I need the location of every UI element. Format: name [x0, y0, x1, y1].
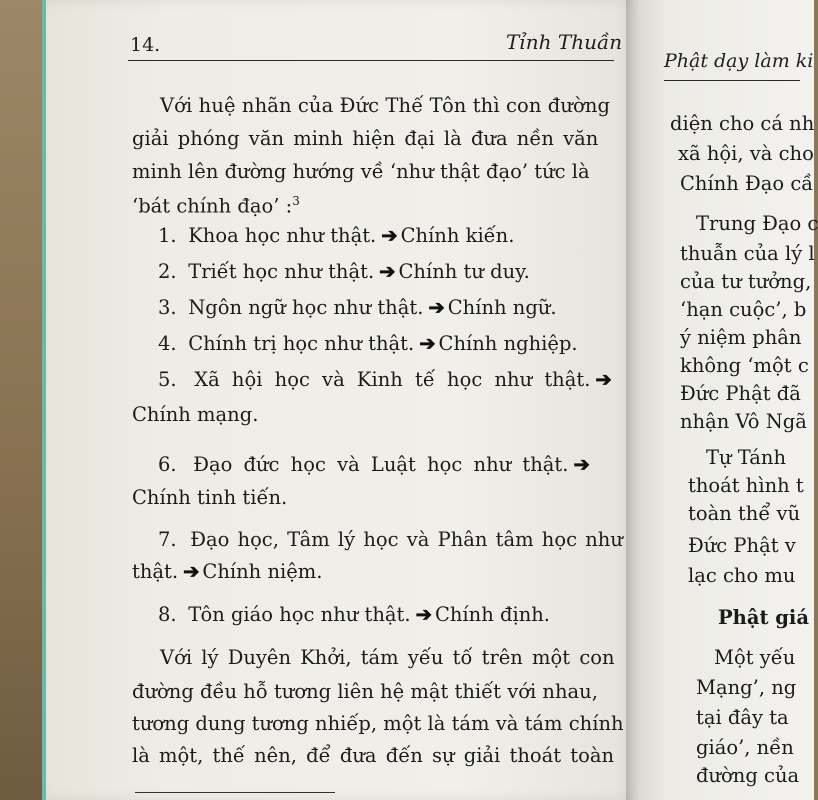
closing-line: Với lý Duyên Khởi, tám yếu tố trên một con: [160, 646, 615, 669]
right-line: thoát hình t: [688, 474, 804, 497]
intro-line: [132, 195, 300, 216]
item-text: Đạo học, Tâm lý học và Phân tâm học như: [190, 528, 623, 551]
list-item: [158, 370, 615, 390]
item-result: Chính mạng.: [132, 403, 259, 426]
list-item: [158, 455, 593, 475]
item-number: 5.: [158, 368, 177, 391]
item-number: 8.: [158, 603, 177, 626]
item-text: Chính trị học như thật.: [188, 332, 415, 355]
footnote-mark: 3: [292, 194, 300, 208]
item-number: 6.: [158, 453, 177, 476]
item-result: Chính niệm.: [202, 560, 323, 583]
item-text: Tôn giáo học như thật.: [188, 603, 411, 626]
right-line: ý niệm phân: [680, 326, 802, 349]
item-number: 7.: [158, 528, 177, 551]
right-running-title: Phật dạy làm ki: [664, 50, 814, 72]
item-text: Đạo đức học và Luật học như thật.: [193, 453, 569, 476]
arrow-icon: ➔: [381, 224, 398, 247]
header-rule: [128, 60, 614, 61]
right-line: Trung Đạo c: [696, 212, 818, 235]
right-line: toàn thể vũ: [688, 502, 801, 525]
arrow-icon: ➔: [183, 560, 200, 583]
list-item: [158, 334, 578, 354]
right-line: tại đây ta: [696, 706, 789, 729]
item-text: Ngôn ngữ học như thật.: [188, 296, 424, 319]
arrow-icon: ➔: [428, 296, 445, 319]
item-number: 4.: [158, 332, 177, 355]
item-number: 3.: [158, 296, 177, 319]
item-result: Chính tinh tiến.: [132, 486, 288, 509]
right-line: giáo’, nền: [696, 736, 794, 759]
arrow-icon: ➔: [573, 453, 590, 476]
item-result: Chính ngữ.: [447, 296, 557, 319]
right-line: của tư tưởng,: [680, 270, 812, 293]
intro-line-text: ‘bát chính đạo’ :: [132, 194, 293, 218]
arrow-icon: ➔: [419, 332, 436, 355]
right-line: Tự Tánh: [706, 446, 786, 469]
right-line: không ‘một c: [680, 354, 809, 377]
arrow-icon: ➔: [415, 603, 432, 626]
right-line: diện cho cá nh: [670, 112, 815, 135]
closing-line: tương dung tương nhiếp, một là tám và tám chính: [132, 712, 624, 735]
right-line: thuẫn của lý l: [680, 242, 815, 265]
item-text: Xã hội học và Kinh tế học như thật.: [194, 368, 591, 391]
arrow-icon: ➔: [379, 260, 396, 283]
running-title: Tỉnh Thuần: [506, 30, 623, 54]
item-text: Khoa học như thật.: [188, 224, 377, 247]
right-line: nhận Vô Ngã: [680, 410, 807, 433]
right-line: Mạng’, ng: [696, 676, 797, 699]
intro-line: minh lên đường hướng về ‘như thật đạo’ tức là: [132, 160, 590, 183]
item-number: 1.: [158, 224, 177, 247]
right-line: Đức Phật đã: [680, 382, 801, 405]
right-line: xã hội, và cho: [678, 142, 814, 165]
book-gutter: [626, 0, 640, 800]
right-header-rule: [664, 80, 800, 81]
right-line: lạc cho mu: [688, 564, 796, 587]
item-text: Triết học như thật.: [188, 260, 375, 283]
intro-line: giải phóng văn minh hiện đại là đưa nền văn: [132, 127, 599, 150]
right-line: Đức Phật v: [688, 534, 796, 557]
item-text: thật.: [132, 560, 179, 583]
bottom-rule: [135, 792, 335, 793]
intro-line: Với huệ nhãn của Đức Thế Tôn thì con đường: [160, 94, 611, 117]
page-number: 14.: [130, 34, 161, 56]
item-result: Chính tư duy.: [398, 260, 530, 283]
right-section-heading: Phật giá: [718, 606, 809, 629]
closing-line: là một, thế nên, để đưa đến sự giải thoát toàn: [132, 744, 615, 767]
closing-line: đường đều hỗ tương liên hệ mật thiết với nhau,: [132, 680, 598, 703]
right-line: Một yếu: [714, 646, 796, 669]
list-item: [158, 298, 557, 318]
right-line: đường của: [696, 764, 800, 787]
list-item-continuation: [132, 562, 322, 582]
item-result: Chính định.: [434, 603, 551, 626]
list-item: [158, 262, 530, 282]
item-number: 2.: [158, 260, 177, 283]
list-item: [158, 605, 550, 625]
list-item: [158, 226, 514, 246]
item-result: Chính nghiệp.: [438, 332, 578, 355]
arrow-icon: ➔: [595, 368, 612, 391]
list-item: [158, 530, 623, 550]
right-line: Chính Đạo cầ: [680, 172, 814, 195]
right-line: ‘hạn cuộc’, b: [680, 298, 807, 321]
item-result: Chính kiến.: [400, 224, 515, 247]
